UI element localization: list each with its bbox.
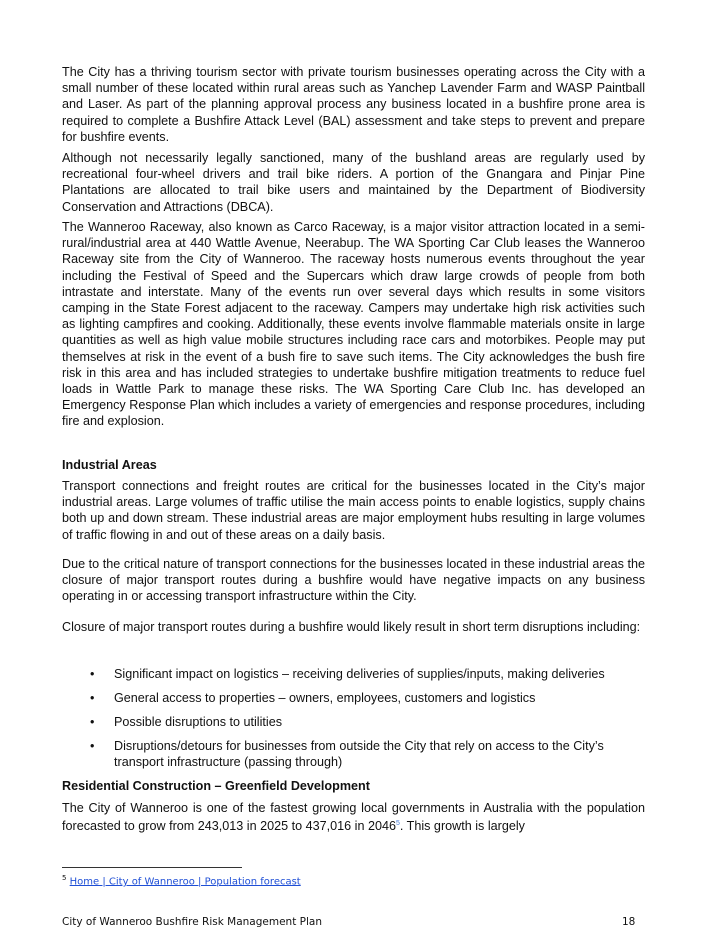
paragraph-population-tail: . This growth is largely <box>399 819 525 834</box>
bullet-text: Disruptions/detours for businesses from outside the City that rely on access to the City’s transport infrastructure (passing through) <box>114 739 604 770</box>
bullet-text: Possible disruptions to utilities <box>114 715 282 729</box>
bullet-text: General access to properties – owners, employees, customers and logistics <box>114 691 536 705</box>
footnote-divider <box>62 867 242 868</box>
footnote-number: 5 <box>62 874 67 882</box>
paragraph-recreational-use: Although not necessarily legally sanctioned, many of the bushland areas are regularly used by recreational four-wheel drivers and trail bike riders. A portion of the Gnangara and Pinjar Pine Plantations are allocated to trail bike users and maintained by the Department of Biodiversity Conservation and Attractions (DBCA). <box>62 151 645 214</box>
bullet-icon: • <box>90 715 95 729</box>
paragraph-tourism: The City has a thriving tourism sector with private tourism businesses operating across the City with a small number of these located within rural areas such as Yanchep Lavender Farm and WASP Paintball and Laser. As part of the planning approval process any business located in a bushfire prone area is required to complete a Bushfire Attack Level (BAL) assessment and take steps to prevent and prepare for bushfire events. <box>62 65 645 144</box>
heading-residential-construction: Residential Construction – Greenfield Development <box>62 779 370 793</box>
footer-title: City of Wanneroo Bushfire Risk Management Plan <box>62 916 322 928</box>
paragraph-closure-intro: Closure of major transport routes during a bushfire would likely result in short term disruptions including: <box>62 620 641 634</box>
footnote-link[interactable]: Home | City of Wanneroo | Population forecast <box>69 876 301 888</box>
bullet-icon: • <box>90 739 95 753</box>
footnote-reference[interactable]: 5 <box>395 820 400 828</box>
footnote <box>62 874 301 887</box>
bullet-icon: • <box>90 691 95 705</box>
paragraph-transport-connections: Transport connections and freight routes are critical for the businesses located in the City’s major industrial areas. Large volumes of traffic utilise the main access points to enable logistics, supply chains both up and down stream. These industrial areas are major employment hubs resulting in large volumes of traffic flowing in and out of these areas on a daily basis. <box>62 479 645 542</box>
bullet-icon: • <box>90 667 95 681</box>
paragraph-raceway: The Wanneroo Raceway, also known as Carco Raceway, is a major visitor attraction located in a semi-rural/industrial area at 440 Wattle Avenue, Neerabup. The WA Sporting Car Club leases the Wanneroo Raceway site from the City of Wanneroo. The raceway hosts numerous events throughout the year including the Festival of Speed and the Supercars which draw large crowds of people from both intrastate and interstate. Many of the events run over several days which results in some visitors camping in the State Forest adjacent to the raceway. Campers may undertake high risk activities such as lighting campfires and cooking. Additionally, these events involve flammable materials onsite in large quantities as well as high value mobile structures including race cars and motorbikes. People may put themselves at risk in the event of a bush fire to save such items. The City acknowledges the bush fire risk in this area and has included strategies to undertake bushfire mitigation treatments to reduce fuel loads in Wattle Park to manage these risks. The WA Sporting Care Club Inc. has developed an Emergency Response Plan which includes a variety of emergencies and response procedures, including fire and explosion. <box>62 220 645 429</box>
paragraph-critical-nature: Due to the critical nature of transport connections for the businesses located in these industrial areas the closure of major transport routes during a bushfire would have negative impacts on any business operating in or accessing transport infrastructure within the City. <box>62 557 645 604</box>
bullet-text: Significant impact on logistics – receiving deliveries of supplies/inputs, making deliveries <box>114 667 605 681</box>
paragraph-population-text: The City of Wanneroo is one of the fastest growing local governments in Australia with the population forecasted to grow from 243,013 in 2025 to 437,016 in 2046 <box>62 801 645 834</box>
paragraph-population-growth <box>62 800 645 835</box>
page-number: 18 <box>622 916 636 928</box>
heading-industrial-areas: Industrial Areas <box>62 458 157 472</box>
